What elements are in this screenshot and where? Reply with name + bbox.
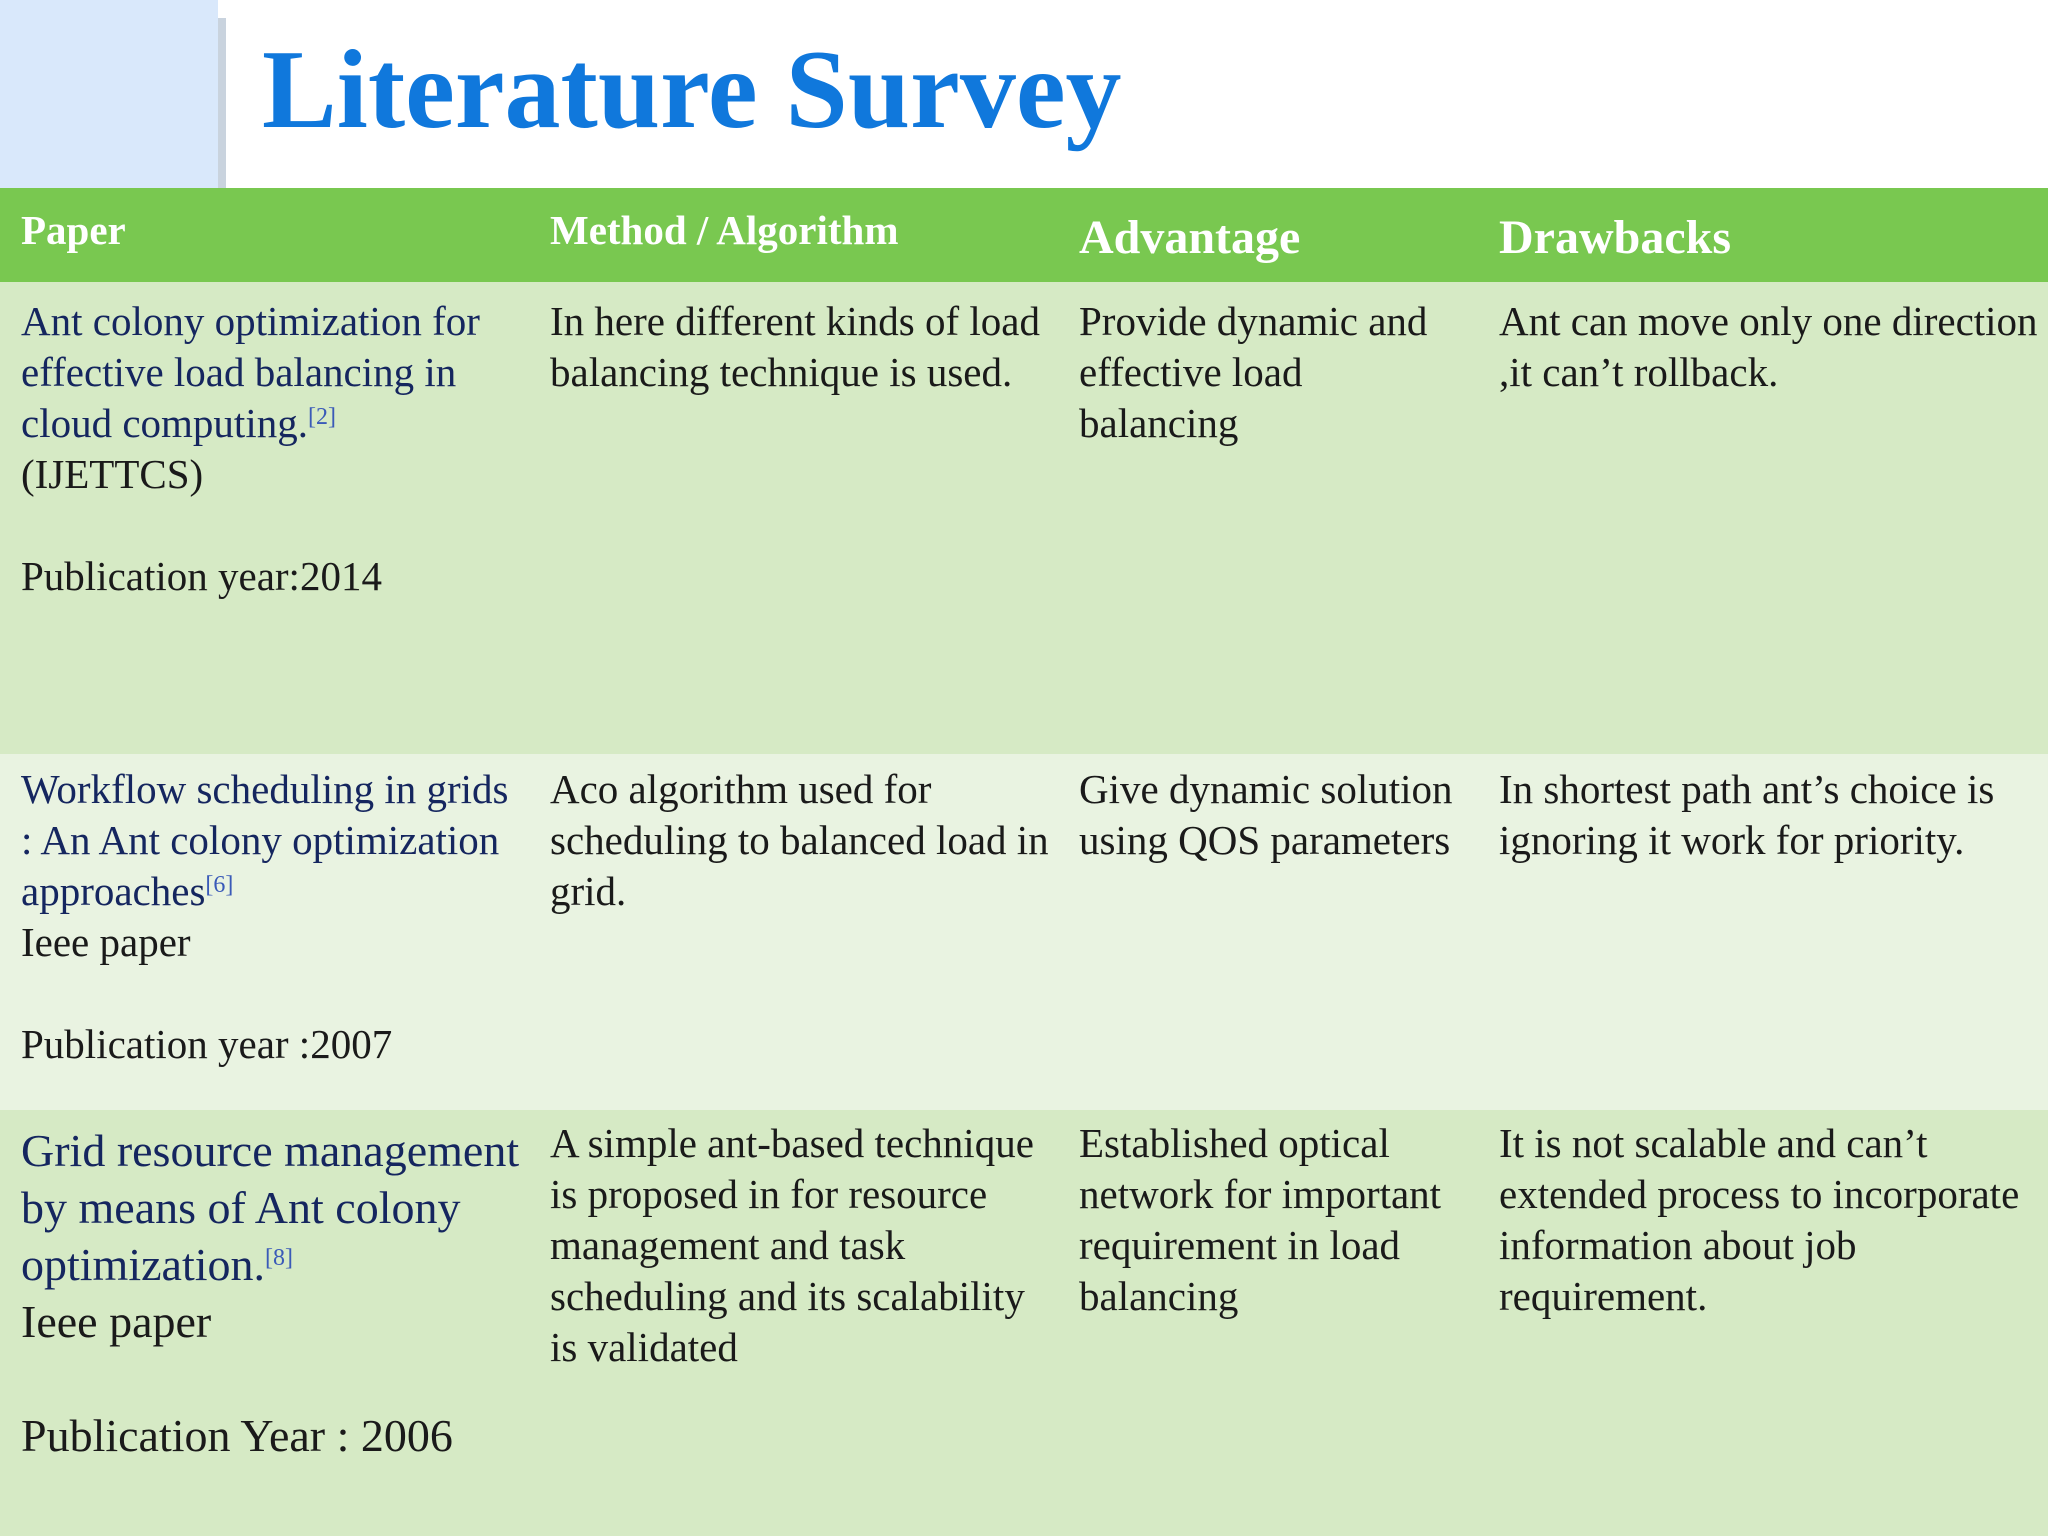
paper-venue: Ieee paper bbox=[21, 1296, 212, 1347]
header-advantage: Advantage bbox=[1058, 188, 1478, 282]
spacer bbox=[21, 1350, 523, 1407]
drawbacks-cell: Ant can move only one direction ,it can’t rollback. bbox=[1478, 282, 2048, 754]
spacer bbox=[21, 500, 523, 551]
publication-year: Publication year:2014 bbox=[21, 553, 382, 599]
corner-decoration bbox=[0, 0, 218, 188]
header-drawbacks: Drawbacks bbox=[1478, 188, 2048, 282]
citation-marker[interactable]: [6] bbox=[205, 872, 234, 898]
table-header-row bbox=[0, 188, 2048, 282]
slide-title: Literature Survey bbox=[262, 28, 1122, 152]
advantage-cell: Give dynamic solution using QOS parameters bbox=[1058, 754, 1478, 1110]
citation-marker[interactable]: [8] bbox=[265, 1245, 293, 1271]
method-cell: Aco algorithm used for scheduling to balanced load in grid. bbox=[529, 754, 1058, 1110]
paper-title-link[interactable]: Grid resource management by means of Ant colony optimization. bbox=[21, 1125, 520, 1290]
drawbacks-cell: In shortest path ant’s choice is ignoring it work for priority. bbox=[1478, 754, 2048, 1110]
paper-cell bbox=[0, 754, 529, 1110]
table-row bbox=[0, 1110, 2048, 1536]
table-row bbox=[0, 754, 2048, 1110]
table-row bbox=[0, 282, 2048, 754]
method-cell: In here different kinds of load balancing technique is used. bbox=[529, 282, 1058, 754]
paper-title-link[interactable]: Ant colony optimization for effective load balancing in cloud computing. bbox=[21, 298, 480, 446]
drawbacks-cell: It is not scalable and can’t extended process to incorporate information about job requirement. bbox=[1478, 1110, 2048, 1536]
advantage-cell: Provide dynamic and effective load balancing bbox=[1058, 282, 1478, 754]
paper-venue: Ieee paper bbox=[21, 919, 191, 965]
paper-cell bbox=[0, 282, 529, 754]
header-method: Method / Algorithm bbox=[529, 188, 1058, 282]
publication-year: Publication Year : 2006 bbox=[21, 1410, 453, 1461]
header-paper: Paper bbox=[0, 188, 529, 282]
publication-year: Publication year :2007 bbox=[21, 1021, 393, 1067]
corner-divider bbox=[218, 18, 226, 188]
method-cell: A simple ant-based technique is proposed in for resource management and task scheduling and its scalability is validated bbox=[529, 1110, 1058, 1536]
citation-marker[interactable]: [2] bbox=[307, 404, 336, 430]
paper-cell bbox=[0, 1110, 529, 1536]
paper-venue: (IJETTCS) bbox=[21, 451, 204, 497]
advantage-cell: Established optical network for important requirement in load balancing bbox=[1058, 1110, 1478, 1536]
literature-survey-table bbox=[0, 188, 2048, 1536]
spacer bbox=[21, 968, 523, 1019]
paper-title-link[interactable]: Workflow scheduling in grids : An Ant colony optimization approaches bbox=[21, 766, 509, 914]
